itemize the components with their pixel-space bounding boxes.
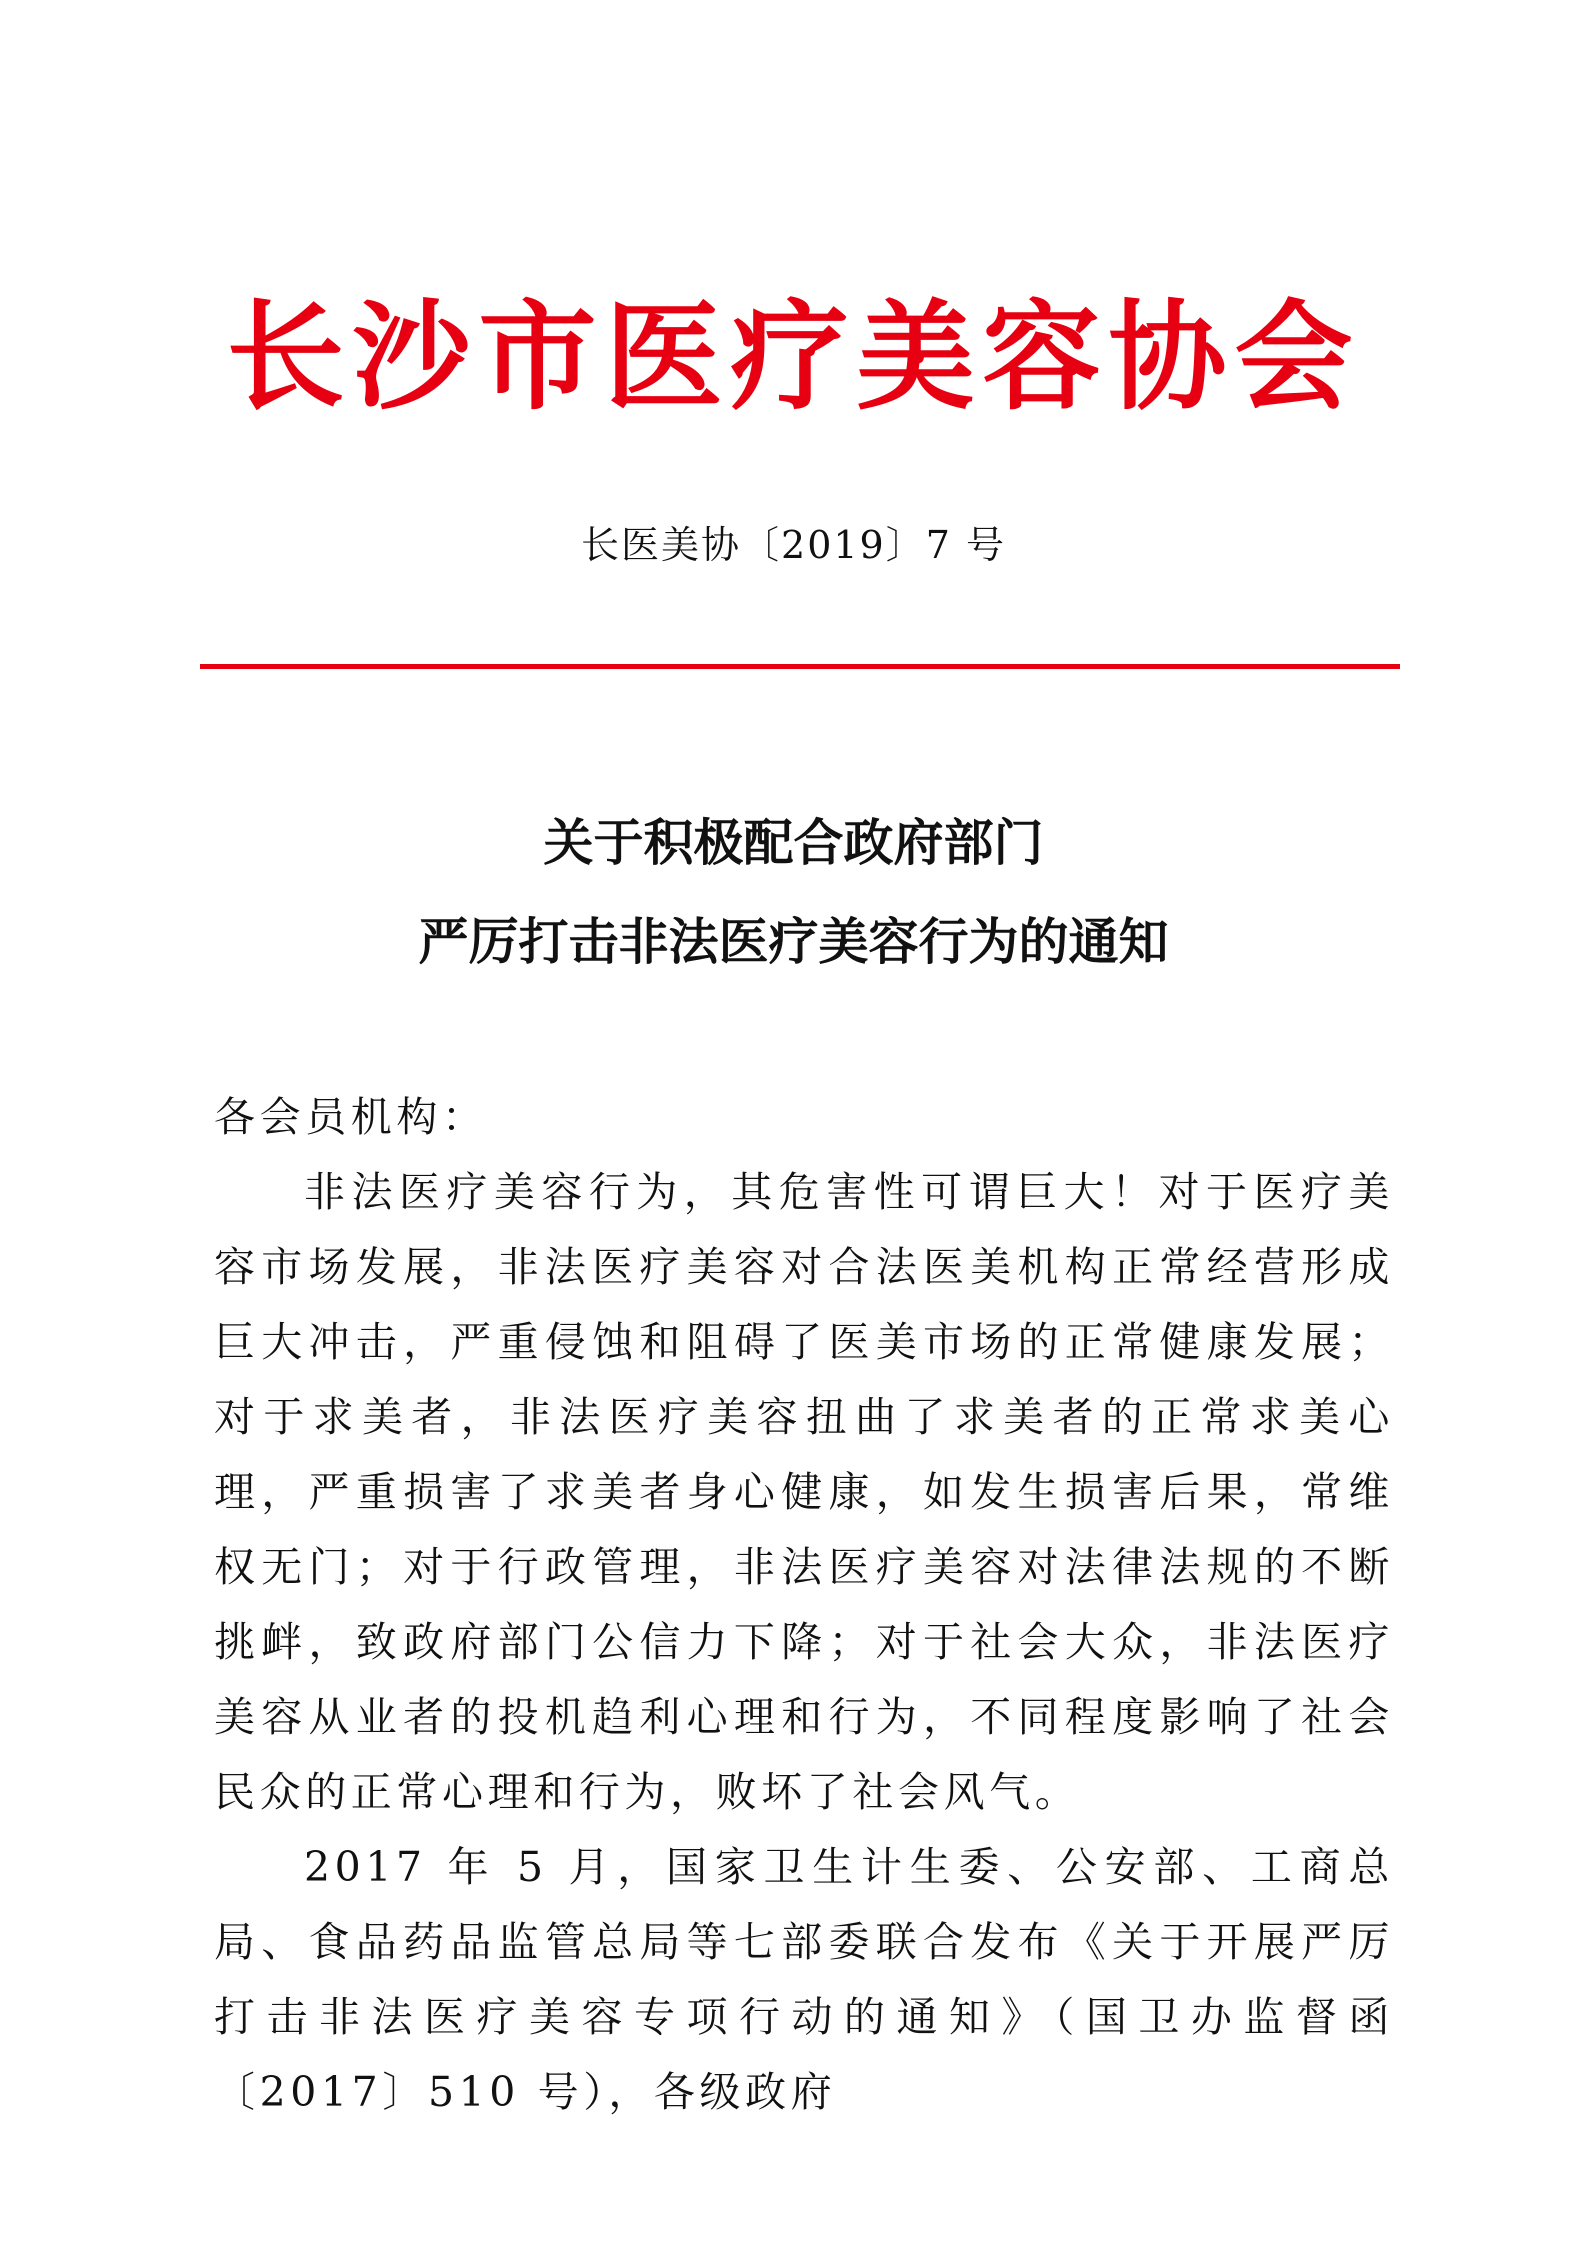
salutation: 各会员机构： <box>214 1093 488 1141</box>
body-paragraph-1: 非法医疗美容行为，其危害性可谓巨大！对于医疗美容市场发展，非法医疗美容对合法医美机构正常经营形成巨大冲击，严重侵蚀和阻碍了医美市场的正常健康发展；对于求美者，非法医疗美容扭曲了求美者的正常求美心理，严重损害了求美者身心健康，如发生损害后果，常维权无门；对于行政管理，非法医疗美容对法律法规的不断挑衅，致政府部门公信力下降；对于社会大众，非法医疗美容从业者的投机趋利心理和行为，不同程度影响了社会民众的正常心理和行为，败坏了社会风气。 <box>214 1168 1394 1816</box>
notice-body <box>214 1080 1394 2130</box>
notice-title-line-2: 严厉打击非法医疗美容行为的通知 <box>418 912 1169 971</box>
notice-title-line-1: 关于积极配合政府部门 <box>543 813 1044 872</box>
organization-name: 长沙市医疗美容协会 <box>226 287 1361 426</box>
red-divider-line <box>200 664 1400 669</box>
document-number: 长医美协〔2019〕7 号 <box>581 523 1006 567</box>
body-paragraph-2: 2017 年 5 月，国家卫生计生委、公安部、工商总局、食品药品监管总局等七部委联合发布《关于开展严厉打击非法医疗美容专项行动的通知》（国卫办监督函〔2017〕510 号），各级政府 <box>214 1843 1394 2116</box>
